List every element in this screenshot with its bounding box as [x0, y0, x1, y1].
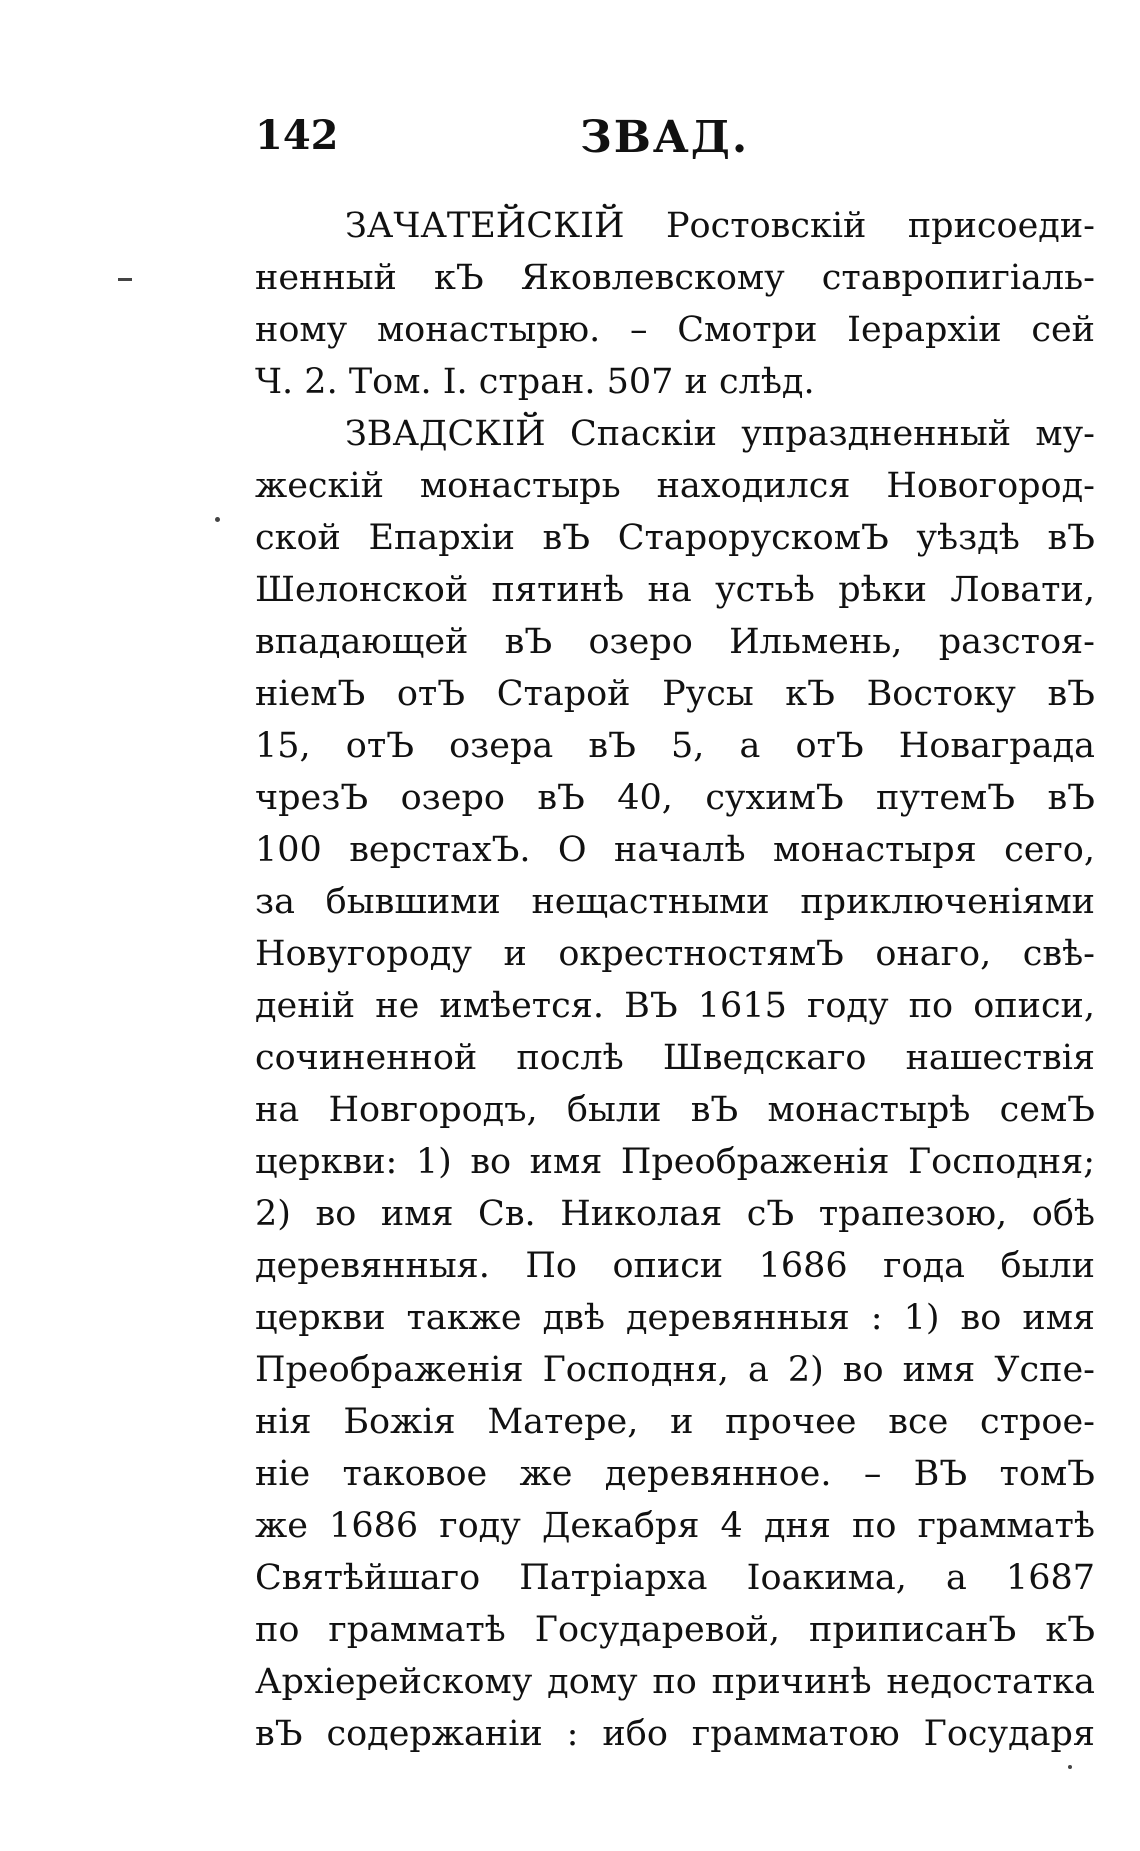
text-line: церкви также двѣ деревянныя : 1) во имя [255, 1298, 1095, 1338]
text-line: Новугороду и окрестностямЪ онаго, свѣ- [255, 934, 1095, 974]
text-line: на Новгородъ, были вЪ монастырѣ семЪ [255, 1090, 1095, 1130]
text-line: чрезЪ озеро вЪ 40, сухимЪ путемЪ вЪ [255, 778, 1095, 818]
margin-dot-mark [215, 517, 220, 522]
running-head: ЗВАД. [580, 112, 750, 163]
text-line: сочиненной послѣ Шведскаго нашествія [255, 1038, 1095, 1078]
text-line: жескій монастырь находился Новогород- [255, 466, 1095, 506]
text-line: ному монастырю. – Смотри Іерархіи сей [255, 310, 1095, 350]
text-line: за бывшими нещастными приключеніями [255, 882, 1095, 922]
text-line: Шелонской пятинѣ на устьѣ рѣки Ловати, [255, 570, 1095, 610]
text-line: ЗАЧАТЕЙСКІЙ Ростовскій присоеди- [345, 206, 1095, 246]
text-line: 15, отЪ озера вЪ 5, а отЪ Новаграда [255, 726, 1095, 766]
text-line: Преображенія Господня, а 2) во имя Успе- [255, 1350, 1095, 1390]
text-line: ской Епархіи вЪ СтарорускомЪ уѣздѣ вЪ [255, 518, 1095, 558]
text-line: Архіерейскому дому по причинѣ недостатка [255, 1662, 1095, 1702]
text-line: 100 верстахЪ. О началѣ монастыря сего, [255, 830, 1095, 870]
text-line: церкви: 1) во имя Преображенія Господня; [255, 1142, 1095, 1182]
text-line: нія Божія Матере, и прочее все строе- [255, 1402, 1095, 1442]
page-header [255, 112, 1045, 172]
text-line: вЪ содержаніи : ибо грамматою Государя [255, 1714, 1095, 1754]
margin-dot-mark [1068, 1765, 1072, 1769]
text-line: же 1686 году Декабря 4 дня по грамматѣ [255, 1506, 1095, 1546]
text-line: ненный кЪ Яковлевскому ставропигіаль- [255, 258, 1095, 298]
text-line: Святѣйшаго Патріарха Іоакима, а 1687 [255, 1558, 1095, 1598]
text-line: впадающей вЪ озеро Ильмень, разстоя- [255, 622, 1095, 662]
text-line: 2) во имя Св. Николая сЪ трапезою, обѣ [255, 1194, 1095, 1234]
text-line: деній не имѣется. ВЪ 1615 году по описи, [255, 986, 1095, 1026]
margin-dash-mark [118, 278, 132, 281]
page-number: 142 [255, 112, 339, 159]
text-line: по грамматѣ Государевой, приписанЪ кЪ [255, 1610, 1095, 1650]
text-line: ніе таковое же деревянное. – ВЪ томЪ [255, 1454, 1095, 1494]
text-line: Ч. 2. Том. І. стран. 507 и слѣд. [255, 362, 815, 402]
text-line: ЗВАДСКІЙ Спаскіи упраздненный му- [345, 414, 1095, 454]
text-line: деревянныя. По описи 1686 года были [255, 1246, 1095, 1286]
text-line: ніемЪ отЪ Старой Русы кЪ Востоку вЪ [255, 674, 1095, 714]
